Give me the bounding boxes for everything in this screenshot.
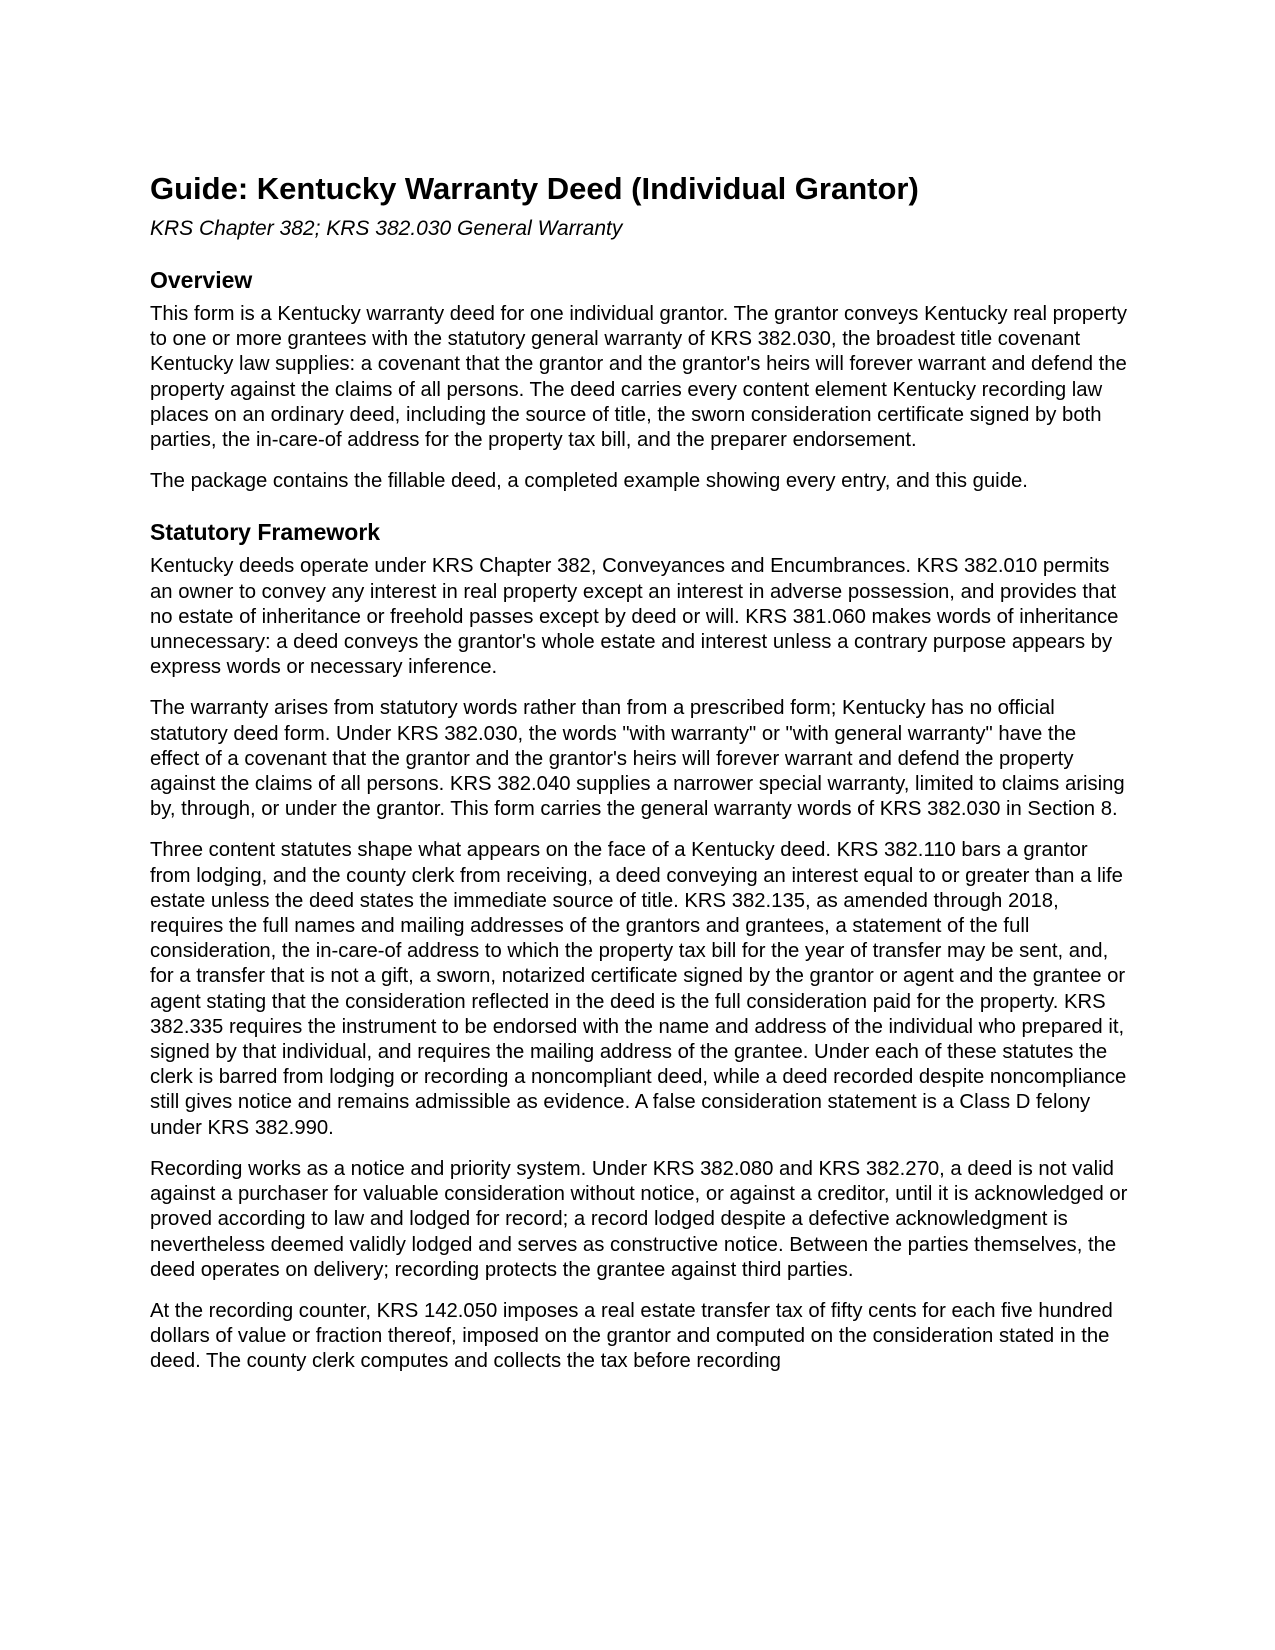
paragraph: At the recording counter, KRS 142.050 imposes a real estate transfer tax of fifty cents for each five hundred dollars of value or fraction thereof, imposed on the grantor and computed on the consideration stated in the deed. The county clerk computes and collects the tax before recording: [150, 1299, 1113, 1373]
paragraph: Recording works as a notice and priority system. Under KRS 382.080 and KRS 382.270, a deed is not valid against a purchaser for valuable consideration without notice, or against a creditor, until it is acknowledged or proved according to law and lodged for record; a record lodged despite a defective acknowledgment is nevertheless deemed validly lodged and serves as constructive notice. Between the parties themselves, the deed operates on delivery; recording protects the grantee against third parties.: [150, 1157, 1128, 1281]
paragraph: The package contains the fillable deed, a completed example showing every entry, and this guide.: [150, 470, 1028, 493]
document-subtitle: KRS Chapter 382; KRS 382.030 General Warranty: [150, 217, 623, 240]
document-title: Guide: Kentucky Warranty Deed (Individual Grantor): [150, 171, 919, 206]
paragraph: Three content statutes shape what appears on the face of a Kentucky deed. KRS 382.110 bars a grantor from lodging, and the county clerk from receiving, a deed conveying an interest equal to or greater than a life estate unless the deed states the immediate source of title. KRS 382.135, as amended through 2018, requires the full names and mailing addresses of the grantors and grantees, a statement of the full consideration, the in-care-of address to which the property tax bill for the year of transfer may be sent, and, for a transfer that is not a gift, a sworn, notarized certificate signed by the grantor or agent and the grantee or agent stating that the consideration reflected in the deed is the full consideration paid for the property. KRS 382.335 requires the instrument to be endorsed with the name and address of the individual who prepared it, signed by that individual, and requires the mailing address of the grantee. Under each of these statutes the clerk is barred from lodging or recording a noncompliant deed, while a deed recorded despite noncompliance still gives notice and remains admissible as evidence. A false consideration statement is a Class D felony under KRS 382.990.: [150, 839, 1127, 1139]
paragraph: Kentucky deeds operate under KRS Chapter 382, Conveyances and Encumbrances. KRS 382.010 permits an owner to convey any interest in real property except an interest in adverse possession, and provides that no estate of inheritance or freehold passes except by deed or will. KRS 381.060 makes words of inheritance unnecessary: a deed conveys the grantor's whole estate and interest unless a contrary purpose appears by express words or necessary inference.: [150, 555, 1119, 679]
document-page: [150, 170, 1130, 1375]
section-overview: [150, 266, 1130, 494]
section-heading: Statutory Framework: [150, 519, 381, 546]
section-statutory-framework: [150, 518, 1130, 1374]
section-heading: Overview: [150, 267, 253, 293]
paragraph: The warranty arises from statutory words rather than from a prescribed form; Kentucky has no official statutory deed form. Under KRS 382.030, the words "with warranty" or "with general warranty" have the effect of a covenant that the grantor and the grantor's heirs will forever warrant and defend the property against the claims of all persons. KRS 382.040 supplies a narrower special warranty, limited to claims arising by, through, or under the grantor. This form carries the general warranty words of KRS 382.030 in Section 8.: [150, 697, 1125, 821]
paragraph: This form is a Kentucky warranty deed for one individual grantor. The grantor conveys Kentucky real property to one or more grantees with the statutory general warranty of KRS 382.030, the broadest title covenant Kentucky law supplies: a covenant that the grantor and the grantor's heirs will forever warrant and defend the property against the claims of all persons. The deed carries every content element Kentucky recording law places on an ordinary deed, including the source of title, the sworn consideration certificate signed by both parties, the in-care-of address for the property tax bill, and the preparer endorsement.: [150, 303, 1127, 452]
